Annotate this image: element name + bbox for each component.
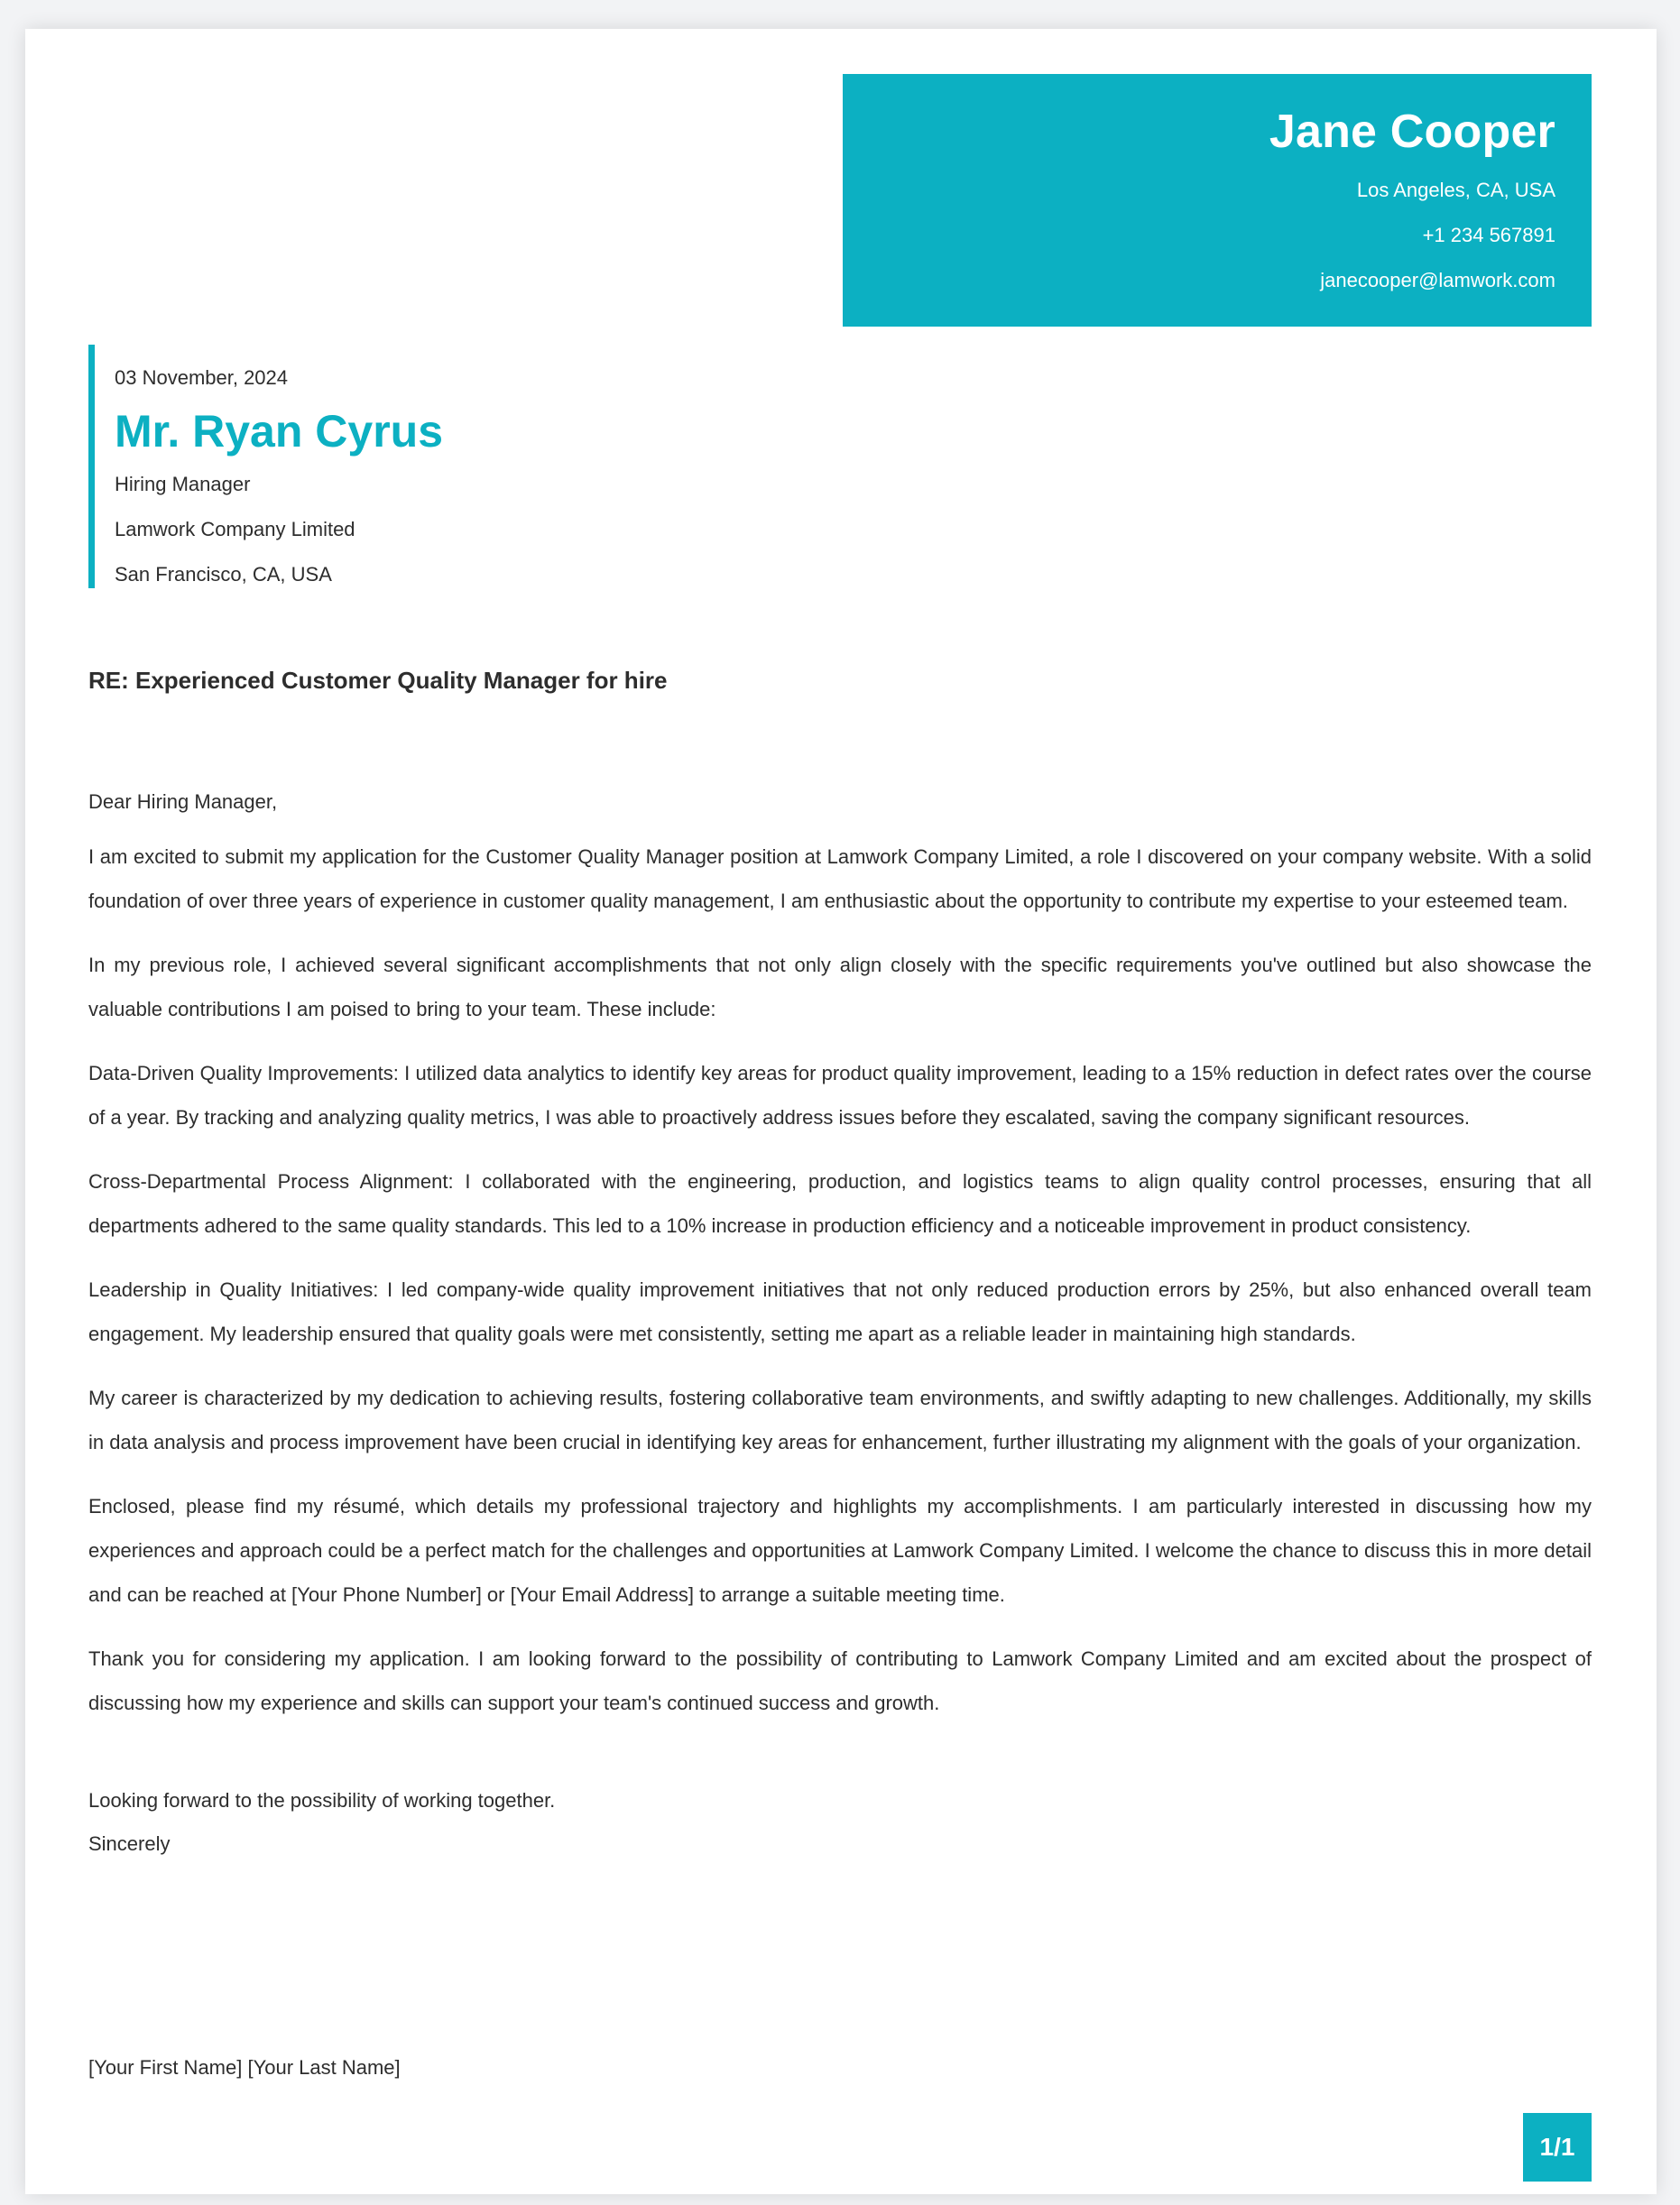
greeting: Dear Hiring Manager,: [88, 790, 278, 813]
sender-location: Los Angeles, CA, USA: [1356, 179, 1555, 201]
recipient-title: Hiring Manager: [115, 473, 251, 495]
recipient-details: [115, 462, 355, 597]
body-paragraph: Leadership in Quality Initiatives: I led company-wide quality improvement initiatives that not only reduced production errors by 25%, but also enhanced overall team engagement. My leadership ensured that quality goals were met consistently, setting me apart as a reliable leader in maintaining high standards.: [88, 1278, 1592, 1345]
body-paragraph: My career is characterized by my dedication to achieving results, fostering collaborative team environments, and swiftly adapting to new challenges. Additionally, my skills in data analysis and process improvement have been crucial in identifying key areas for enhancement, further illustrating my alignment with the goals of your organization.: [88, 1387, 1592, 1453]
recipient-location: San Francisco, CA, USA: [115, 563, 332, 586]
sender-email: janecooper@lamwork.com: [1320, 269, 1555, 291]
recipient-company: Lamwork Company Limited: [115, 518, 355, 540]
signature-placeholder: [Your First Name] [Your Last Name]: [88, 2056, 401, 2079]
sender-header: [843, 74, 1592, 327]
body-paragraph: I am excited to submit my application for the Customer Quality Manager position at Lamwork Company Limited, a role I discovered on your company website. With a solid foundation of over three years of experience in customer quality management, I am enthusiastic about the opportunity to contribute my expertise to your esteemed team.: [88, 845, 1592, 912]
page-indicator: 1/1: [1523, 2113, 1592, 2182]
recipient-block: [88, 345, 900, 588]
subject-line: RE: Experienced Customer Quality Manager for hire: [88, 667, 668, 694]
recipient-name: Mr. Ryan Cyrus: [115, 406, 444, 457]
signoff: Sincerely: [88, 1832, 171, 1855]
body-paragraph: Cross-Departmental Process Alignment: I collaborated with the engineering, production, and logistics teams to align quality control processes, ensuring that all departments adhered to the same quality standards. This led to a 10% increase in production efficiency and a noticeable improvement in product consistency.: [88, 1170, 1592, 1237]
cover-letter-page: [25, 29, 1657, 2194]
body-paragraph: Data-Driven Quality Improvements: I utilized data analytics to identify key areas for product quality improvement, leading to a 15% reduction in defect rates over the course of a year. By tracking and analyzing quality metrics, I was able to proactively address issues before they escalated, saving the company significant resources.: [88, 1062, 1592, 1129]
closing-block: [88, 1779, 555, 1866]
closing-line: Looking forward to the possibility of working together.: [88, 1789, 556, 1812]
letter-body: [88, 780, 1592, 1745]
letter-date: 03 November, 2024: [115, 366, 289, 389]
body-paragraph: Thank you for considering my application. I am looking forward to the possibility of contributing to Lamwork Company Limited and am excited about the prospect of discussing how my experience and skills can support your team's continued success and growth.: [88, 1647, 1592, 1714]
sender-phone: +1 234 567891: [1422, 224, 1555, 246]
sender-name: Jane Cooper: [1269, 106, 1555, 158]
body-paragraph: Enclosed, please find my résumé, which details my professional trajectory and highlights my accomplishments. I am particularly interested in discussing how my experiences and approach could be a perfect match for the challenges and opportunities at Lamwork Company Limited. I welcome the chance to discuss this in more detail and can be reached at [Your Phone Number] or [Your Email Address] to arrange a suitable meeting time.: [88, 1495, 1592, 1606]
body-paragraph: In my previous role, I achieved several significant accomplishments that not only align closely with the specific requirements you've outlined but also showcase the valuable contributions I am poised to bring to your team. These include:: [88, 954, 1592, 1020]
